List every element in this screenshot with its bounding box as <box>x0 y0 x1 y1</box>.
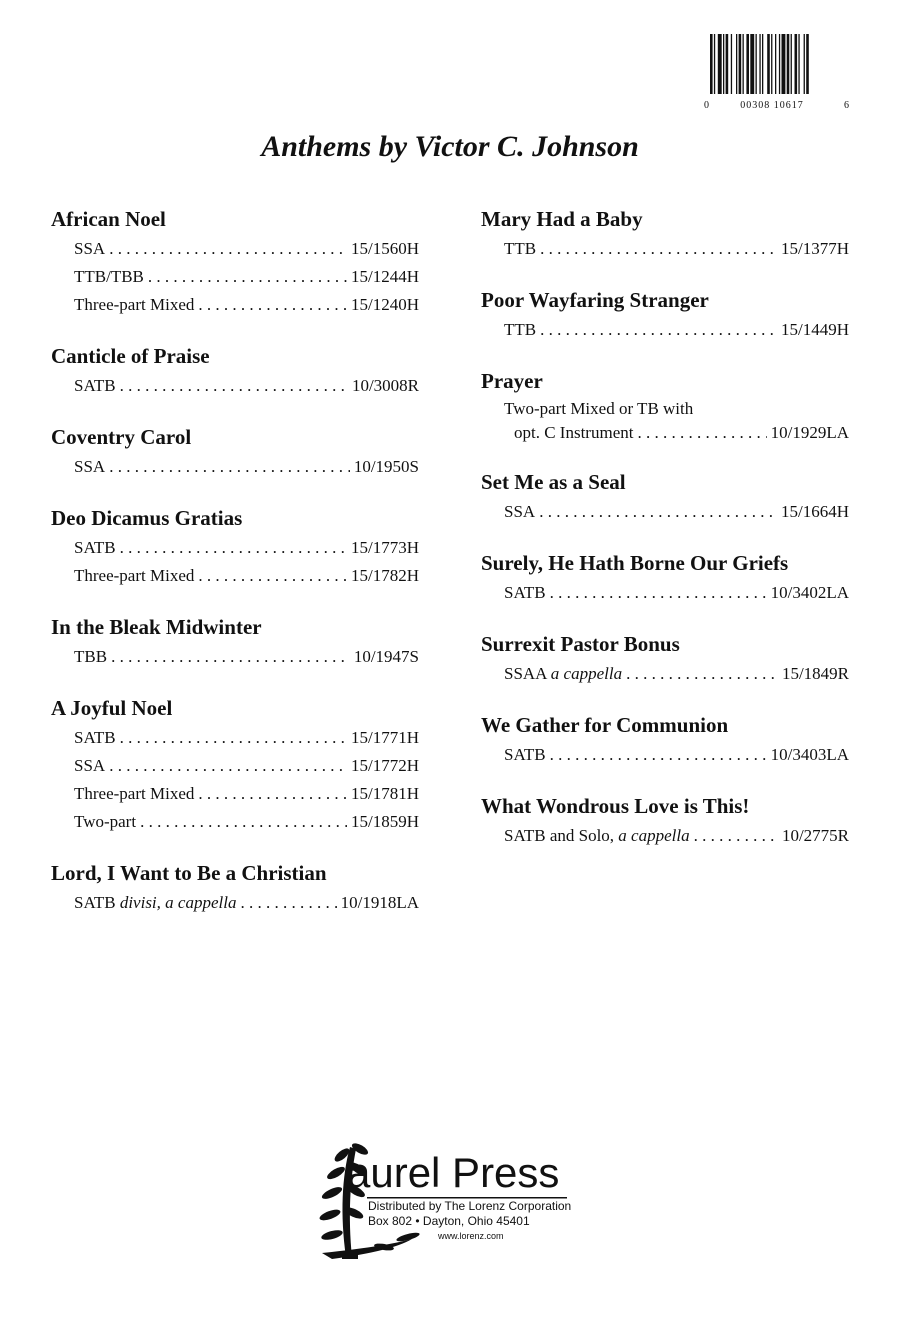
barcode-bars <box>710 34 840 94</box>
publisher-distributor: Distributed by The Lorenz Corporation <box>368 1199 572 1213</box>
voicing-label-italic: a cappella <box>618 826 690 845</box>
dot-leader <box>148 263 347 291</box>
voicing-label <box>74 752 105 780</box>
dot-leader <box>120 372 348 400</box>
dot-leader <box>109 453 350 481</box>
anthem-title: A Joyful Noel <box>51 696 173 720</box>
dot-leader <box>539 498 777 526</box>
voicing-label-text: SSA <box>74 239 106 258</box>
anthem-entry <box>51 613 419 671</box>
voicing-label <box>504 235 536 263</box>
voicing-label-text: SATB and Solo, <box>504 826 615 845</box>
voicing-row <box>481 235 849 263</box>
anthem-entry <box>481 367 849 445</box>
voicing-label-italic: divisi, a cappella <box>119 893 237 912</box>
voicing-label-text: Three-part Mixed <box>74 566 195 585</box>
catalog-number: 15/1560H <box>351 239 419 258</box>
voicing-label <box>514 421 633 445</box>
voicing-label <box>504 741 546 769</box>
voicing-row <box>51 562 419 590</box>
barcode-bar <box>759 34 760 94</box>
barcode-bar <box>710 34 713 94</box>
voicing-row <box>51 263 419 291</box>
dot-leader <box>140 808 347 836</box>
page-title: Anthems by Victor C. Johnson <box>261 130 639 163</box>
voicing-label-text: SSAA <box>504 664 547 683</box>
barcode-middle-digits: 00308 10617 <box>740 100 804 111</box>
voicing-row <box>51 889 419 917</box>
dot-leader <box>111 643 350 671</box>
anthem-title: Lord, I Want to Be a Christian <box>51 861 327 885</box>
catalog-number: 10/1929LA <box>770 423 849 442</box>
barcode <box>704 30 852 122</box>
voicing-label-text: Three-part Mixed <box>74 784 195 803</box>
anthem-entry <box>481 630 849 688</box>
catalog-number: 15/1859H <box>351 812 419 831</box>
voicing-label-text: SATB <box>74 376 116 395</box>
dot-leader <box>550 741 767 769</box>
voicing-row <box>481 741 849 769</box>
dot-leader <box>540 235 777 263</box>
voicing-label <box>74 534 116 562</box>
voicing-label-text: SSA <box>504 502 536 521</box>
catalog-number: 15/1244H <box>351 267 419 286</box>
barcode-bar <box>718 34 722 94</box>
anthem-title: Prayer <box>481 369 543 393</box>
barcode-left-digit: 0 <box>704 100 709 111</box>
voicing-row <box>51 808 419 836</box>
voicing-label-text: TTB <box>504 239 537 258</box>
voicing-label-text: SSA <box>74 756 106 775</box>
barcode-bar <box>731 34 732 94</box>
barcode-bar <box>791 34 792 94</box>
voicing-label <box>504 498 535 526</box>
barcode-bar <box>762 34 763 94</box>
dot-leader <box>120 534 347 562</box>
voicing-label <box>74 562 194 590</box>
voicing-label-text: Three-part Mixed <box>74 295 195 314</box>
barcode-bar <box>726 34 729 94</box>
catalog-number: 15/1771H <box>351 728 419 747</box>
catalog-number: 15/1781H <box>351 784 419 803</box>
barcode-bar <box>723 34 724 94</box>
voicing-label-text: SATB <box>74 728 116 747</box>
dot-leader <box>694 822 778 850</box>
barcode-bar <box>804 34 805 94</box>
voicing-row <box>481 498 849 526</box>
voicing-label-text: Two-part <box>74 812 137 831</box>
anthem-entry <box>51 342 419 400</box>
voicing-label <box>74 808 136 836</box>
catalog-number: 15/1377H <box>781 239 849 258</box>
anthem-title: Coventry Carol <box>51 425 192 449</box>
voicing-row <box>481 579 849 607</box>
voicing-row <box>481 316 849 344</box>
anthem-entry <box>51 859 419 917</box>
dot-leader <box>109 235 347 263</box>
voicing-pre-line: Two-part Mixed or TB with <box>504 399 694 418</box>
anthem-title: In the Bleak Midwinter <box>51 615 262 639</box>
anthem-entry <box>51 423 419 481</box>
anthem-entry <box>481 205 849 263</box>
voicing-label-text: opt. C Instrument <box>514 423 634 442</box>
barcode-bar <box>767 34 770 94</box>
barcode-bar <box>787 34 790 94</box>
voicing-row <box>51 724 419 752</box>
dot-leader <box>120 724 347 752</box>
anthem-title: African Noel <box>51 207 166 231</box>
dot-leader <box>198 780 347 808</box>
anthem-entry <box>51 205 419 319</box>
catalog-number: 10/3403LA <box>770 745 849 764</box>
anthem-entry <box>481 286 849 344</box>
catalog-number: 10/3402LA <box>770 583 849 602</box>
barcode-bar <box>775 34 776 94</box>
voicing-label <box>74 724 116 752</box>
anthem-title: Deo Dicamus Gratias <box>51 506 243 530</box>
dot-leader <box>109 752 347 780</box>
catalog-number: 15/1773H <box>351 538 419 557</box>
voicing-label <box>74 291 194 319</box>
voicing-label-text: SATB <box>74 538 116 557</box>
anthem-title: We Gather for Communion <box>481 713 729 737</box>
voicing-row <box>51 643 419 671</box>
catalog-number: 15/1772H <box>351 756 419 775</box>
voicing-label-text: SSA <box>74 457 106 476</box>
voicing-label <box>74 263 144 291</box>
voicing-row <box>481 421 849 445</box>
anthem-entry <box>481 792 849 850</box>
barcode-bar <box>779 34 780 94</box>
catalog-number: 15/1240H <box>351 295 419 314</box>
dot-leader <box>198 562 347 590</box>
anthem-entry <box>481 468 849 526</box>
barcode-bar <box>771 34 772 94</box>
voicing-label-text: TBB <box>74 647 108 666</box>
barcode-bar <box>714 34 715 94</box>
voicing-label-italic: a cappella <box>550 664 623 683</box>
barcode-bar <box>746 34 749 94</box>
barcode-bar <box>782 34 786 94</box>
voicing-row <box>51 780 419 808</box>
anthem-title: Poor Wayfaring Stranger <box>481 288 709 312</box>
barcode-bar <box>806 34 809 94</box>
voicing-row <box>51 372 419 400</box>
voicing-row <box>51 235 419 263</box>
anthem-entry <box>51 694 419 836</box>
dot-leader <box>626 660 778 688</box>
catalog-number: 15/1449H <box>781 320 849 339</box>
dot-leader <box>637 421 766 445</box>
voicing-label-text: TTB <box>504 320 537 339</box>
voicing-label-text: SATB <box>74 893 116 912</box>
voicing-row <box>481 822 849 850</box>
catalog-number: 10/2775R <box>781 826 849 845</box>
voicing-label <box>74 235 105 263</box>
voicing-label <box>504 316 536 344</box>
anthem-title: Set Me as a Seal <box>481 470 626 494</box>
anthem-title: Mary Had a Baby <box>481 207 643 231</box>
voicing-row <box>51 291 419 319</box>
publisher-address: Box 802 • Dayton, Ohio 45401 <box>368 1214 530 1228</box>
voicing-row <box>481 660 849 688</box>
catalog-number: 10/1918LA <box>340 893 419 912</box>
anthem-title: Surrexit Pastor Bonus <box>481 632 680 656</box>
voicing-label <box>74 780 194 808</box>
voicing-label <box>74 643 107 671</box>
voicing-label-text: TTB/TBB <box>74 267 144 286</box>
barcode-bar <box>739 34 742 94</box>
anthem-entry <box>481 549 849 607</box>
anthem-title: Canticle of Praise <box>51 344 210 368</box>
dot-leader <box>198 291 347 319</box>
voicing-label <box>504 660 622 688</box>
barcode-bar <box>795 34 798 94</box>
catalog-number: 10/1947S <box>353 647 419 666</box>
anthem-entry <box>481 711 849 769</box>
publisher-name: aurel Press <box>347 1149 560 1196</box>
right-column <box>481 205 849 873</box>
dot-leader <box>550 579 767 607</box>
barcode-bar <box>798 34 799 94</box>
catalog-number: 10/3008R <box>351 376 419 395</box>
voicing-row <box>51 534 419 562</box>
barcode-bar <box>743 34 744 94</box>
barcode-bar <box>736 34 737 94</box>
publisher-website: www.lorenz.com <box>438 1231 504 1241</box>
catalog-number: 15/1664H <box>781 502 849 521</box>
voicing-row <box>51 453 419 481</box>
voicing-label <box>74 889 236 917</box>
barcode-right-digit: 6 <box>844 100 849 111</box>
barcode-bar <box>750 34 754 94</box>
catalog-number: 10/1950S <box>353 457 419 476</box>
anthem-title: What Wondrous Love is This! <box>481 794 750 818</box>
voicing-label <box>74 453 105 481</box>
dot-leader <box>540 316 777 344</box>
voicing-label-text: SATB <box>504 583 546 602</box>
catalog-number: 15/1782H <box>351 566 419 585</box>
catalog-number: 15/1849R <box>781 664 849 683</box>
anthem-entry <box>51 504 419 590</box>
voicing-label <box>74 372 116 400</box>
anthem-title: Surely, He Hath Borne Our Griefs <box>481 551 789 575</box>
voicing-label <box>504 822 690 850</box>
left-column <box>51 205 419 940</box>
dot-leader <box>240 889 336 917</box>
barcode-bar <box>756 34 757 94</box>
voicing-label <box>504 579 546 607</box>
voicing-row <box>51 752 419 780</box>
voicing-label-text: SATB <box>504 745 546 764</box>
